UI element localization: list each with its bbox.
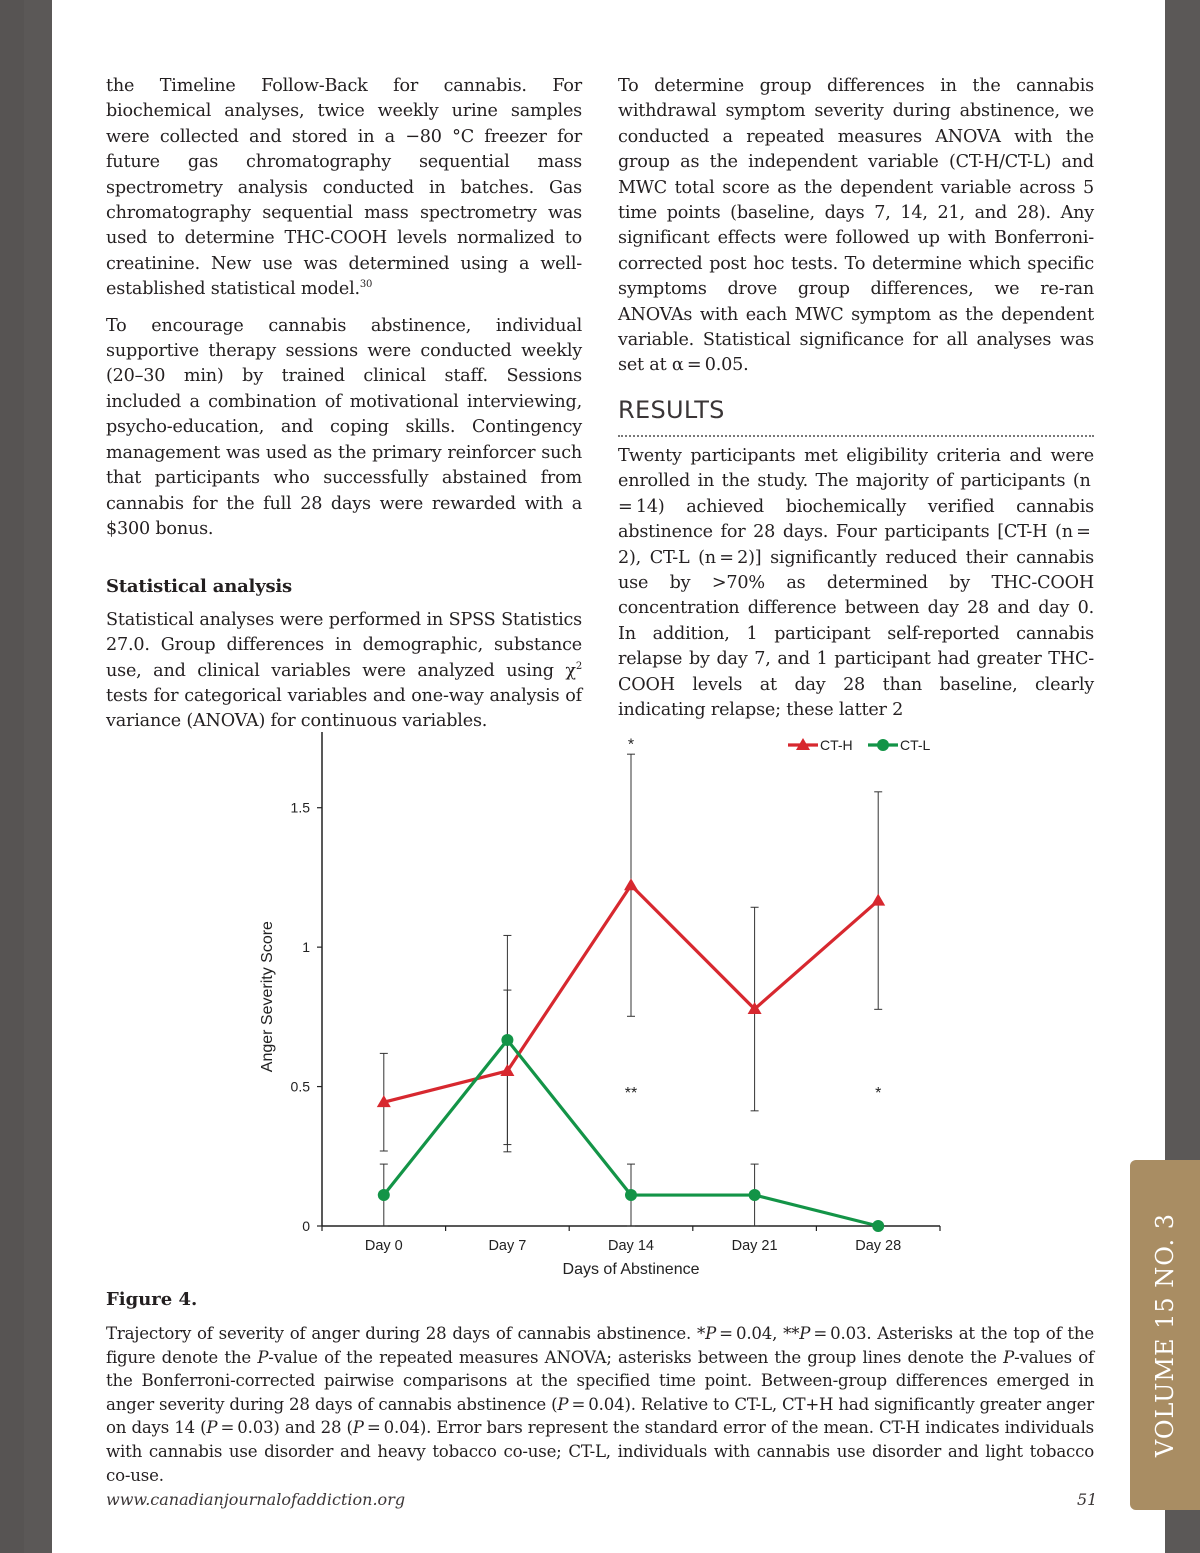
caption-text: -values of the Bonferroni-corrected pairwise comparisons at the specified time point. Between-group differences emerged in anger severity during 28 days of cannabis abstinence ( [106, 1347, 1094, 1414]
significance-asterisk: * [875, 1085, 882, 1103]
results-heading: RESULTS [618, 396, 725, 424]
volume-side-tab [1130, 1160, 1200, 1510]
y-tick-label: 0.5 [290, 1078, 310, 1095]
reference-superscript: 30 [359, 279, 373, 291]
p-value-symbol: P [206, 1418, 218, 1438]
page-number: 51 [1077, 1490, 1098, 1509]
y-axis-label: Anger Severity Score [259, 921, 276, 1073]
data-point-ct-l [501, 1034, 513, 1046]
data-point-ct-h [871, 894, 885, 906]
significance-asterisk: ** [624, 1085, 638, 1103]
right-column [618, 74, 1094, 390]
caption-text: -value of the repeated measures ANOVA; asterisks between the group lines denote the [268, 1347, 1004, 1367]
p-value-symbol: P [799, 1324, 811, 1343]
left-paragraph-3: Statistical analyses were performed in SPSS Statistics 27.0. Group differences in demographic, substance use, and clinical variables were analyzed using $\chi^2$ tests for categorical variables and one-way analysis of variance (ANOVA) for continuous variables. [106, 609, 582, 732]
anger-severity-chart [240, 720, 960, 1290]
caption-text: Trajectory of severity of anger during 28 days of cannabis abstinence. * [106, 1324, 706, 1343]
data-point-ct-h [624, 878, 638, 890]
figure-title: Figure 4. [106, 1289, 198, 1310]
results-divider [618, 435, 1094, 437]
caption-text: = 0.04). Error bars represent the standard error of the mean. CT-H indicates individuals with cannabis use disorder and heavy tobacco co-use; CT-L, individuals with cannabis use disorder and light tobacco co-use. [106, 1418, 1094, 1485]
x-tick-label: Day 0 [364, 1238, 403, 1254]
p-value-symbol: P [557, 1394, 569, 1414]
results-paragraph: Twenty participants met eligibility criteria and were enrolled in the study. The majority of participants (n = 14) achieved biochemically verified cannabis abstinence for 28 days. Four participants [CT-H (n = 2), CT-L (n = 2)] significantly reduced their cannabis use by >70% as determined by THC-COOH concentration difference between day 28 and day 0. In addition, 1 participant self-reported cannabis relapse by day 7, and 1 participant had greater THC-COOH levels at day 28 than baseline, clearly indicating relapse; these latter 2 [618, 446, 1094, 721]
footer-url[interactable]: www.canadianjournalofaddiction.org [106, 1490, 406, 1509]
x-tick-label: Day 21 [731, 1238, 778, 1254]
right-paragraph-1: To determine group differences in the cannabis withdrawal symptom severity during abstinence, we conducted a repeated measures ANOVA with the group as the independent variable (CT-H/CT-L) and MWC total score as the dependent variable across 5 time points (baseline, days 7, 14, 21, and 28). Any significant effects were followed up with Bonferroni-corrected post hoc tests. To determine which specific symptoms drove group differences, we re-ran ANOVAs with each MWC symptom as the dependent variable. Statistical significance for all analyses was set at α = 0.05. [618, 76, 1094, 376]
x-tick-label: Day 14 [608, 1238, 654, 1254]
data-point-ct-l [872, 1220, 884, 1232]
p-value-symbol: P [352, 1418, 364, 1438]
x-tick-label: Day 7 [488, 1238, 527, 1254]
y-tick-label: 1 [302, 939, 310, 956]
left-paragraph-1: the Timeline Follow-Back for cannabis. For biochemical analyses, twice weekly urine samples were collected and stored in a −80 °C freezer for future gas chromatography sequential mass spectrometry analysis conducted in batches. Gas chromatography sequential mass spectrometry was used to determine THC-COOH levels normalized to creatinine. New use was determined using a well-established statistical model.$^{30}$ [106, 76, 582, 300]
page-edge-left [0, 0, 24, 1553]
caption-text: = 0.03. Asterisks at the top of the figure denote the [106, 1324, 1094, 1367]
data-point-ct-l [625, 1189, 637, 1201]
y-tick-label: 1.5 [290, 799, 310, 816]
figure-caption [106, 1322, 1094, 1487]
caption-text: = 0.04). Relative to CT-L, CT+H had significantly greater anger on days 14 ( [106, 1394, 1094, 1438]
chi-square-superscript: 2 [575, 660, 582, 672]
data-point-ct-l [749, 1189, 761, 1201]
legend-marker-ct-l [877, 739, 889, 751]
volume-label: VOLUME 15 NO. 3 [1151, 1212, 1179, 1458]
data-point-ct-l [378, 1189, 390, 1201]
x-axis-label: Days of Abstinence [562, 1261, 700, 1278]
significance-asterisk: * [627, 736, 635, 754]
caption-text: = 0.03) and 28 ( [217, 1418, 353, 1438]
x-tick-label: Day 28 [855, 1238, 902, 1254]
statistical-analysis-heading: Statistical analysis [106, 576, 292, 598]
caption-text: = 0.04, ** [716, 1324, 800, 1343]
legend-label-ct-h: CT-H [820, 737, 853, 753]
y-tick-label: 0 [302, 1218, 310, 1234]
left-column [106, 74, 582, 746]
left-paragraph-2: To encourage cannabis abstinence, individual supportive therapy sessions were conducted weekly (20–30 min) by trained clinical staff. Sessions included a combination of motivational interviewing, psycho-education, and coping skills. Contingency management was used as the primary reinforcer such that participants who successfully abstained from cannabis for the full 28 days were rewarded with a $300 bonus. [106, 315, 582, 539]
p-value-symbol: P [257, 1347, 269, 1367]
p-value-symbol: P [1003, 1347, 1015, 1367]
p-value-symbol: P [705, 1324, 717, 1343]
legend-label-ct-l: CT-L [900, 737, 931, 753]
